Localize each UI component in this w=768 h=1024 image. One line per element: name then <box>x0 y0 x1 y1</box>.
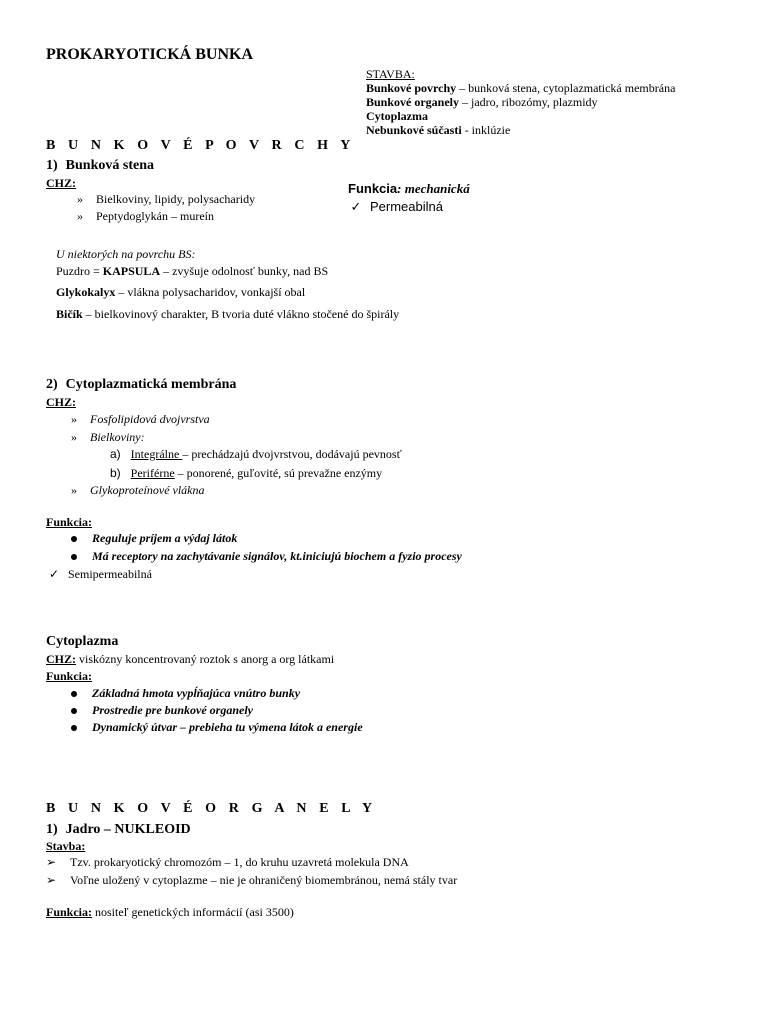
section-heading-povrchy: B U N K O V É P O V R C H Y <box>46 138 355 153</box>
cytoplazma-chz: CHZ: viskózny koncentrovaný roztok s anorg a org látkami <box>46 652 335 666</box>
glykokalyx-line: Glykokalyx – vlákna polysacharidov, vonkajší obal <box>56 285 306 299</box>
list-item: » Fosfolipidová dvojvrstva <box>66 412 210 426</box>
checkmark-icon: ✓ <box>350 199 362 214</box>
list-item: Reguluje príjem a výdaj látok <box>66 531 237 545</box>
check-item-permeabilna: ✓ Permeabilná <box>348 199 443 215</box>
list-item: ➢ Tzv. prokaryotický chromozóm – 1, do kruhu uzavretá molekula DNA <box>46 855 409 869</box>
double-chevron-icon: » <box>71 412 77 426</box>
sub-item-a: a) Integrálne – prechádzajú dvojvrstvou, dodávajú pevnosť <box>110 447 402 461</box>
check-item-semipermeabilna: ✓ Semipermeabilná <box>46 567 152 581</box>
bullet-icon <box>71 536 77 542</box>
list-item: Dynamický útvar – prebieha tu výmena látok a energie <box>66 720 363 734</box>
list-item: Základná hmota vypĺňajúca vnútro bunky <box>66 686 300 700</box>
bullet-icon <box>71 554 77 560</box>
bicik-line: Bičík – bielkovinový charakter, B tvoria duté vlákno stočené do špirály <box>56 307 400 321</box>
double-chevron-icon: » <box>71 430 77 444</box>
list-item: Prostredie pre bunkové organely <box>66 703 253 717</box>
list-item: » Glykoproteínové vlákna <box>66 483 205 497</box>
niektorych-note: U niektorých na povrchu BS: <box>56 247 196 261</box>
bullet-icon <box>71 708 77 714</box>
subheading-cytoplazmaticka-membrana: 2) Cytoplazmatická membrána <box>46 377 237 392</box>
list-item: ➢ Voľne uložený v cytoplazme – nie je ohraničený biomembránou, nemá stály tvar <box>46 873 458 887</box>
list-item: » Bielkoviny: <box>66 430 145 444</box>
chz-label: CHZ: <box>46 395 76 409</box>
stavba-line-1: Bunkové povrchy – bunková stena, cytoplazmatická membrána <box>366 81 676 95</box>
stavba-heading: STAVBA: <box>366 67 415 81</box>
stavba-line-3: Cytoplazma <box>366 109 428 123</box>
double-chevron-icon: » <box>77 192 83 206</box>
subheading-bunkova-stena: 1) Bunková stena <box>46 158 154 173</box>
jadro-funkcia: Funkcia: nositeľ genetických informácií (asi 3500) <box>46 905 294 919</box>
arrow-bullet-icon: ➢ <box>46 855 57 869</box>
heading-cytoplazma: Cytoplazma <box>46 634 119 649</box>
double-chevron-icon: » <box>71 483 77 497</box>
list-item: » Peptydoglykán – mureín <box>72 209 214 223</box>
double-chevron-icon: » <box>77 209 83 223</box>
chz-label: CHZ: <box>46 176 76 190</box>
funkcia-label: Funkcia: <box>46 515 93 529</box>
subheading-jadro: 1) Jadro – NUKLEOID <box>46 822 191 837</box>
section-heading-organely: B U N K O V É O R G A N E L Y <box>46 801 377 816</box>
funkcia-mechanicka: Funkcia: mechanická <box>348 181 470 196</box>
sub-item-b: b) Periférne – ponorené, guľovité, sú prevažne enzýmy <box>110 466 383 480</box>
arrow-bullet-icon: ➢ <box>46 873 57 887</box>
list-item: Má receptory na zachytávanie signálov, kt.iniciujú biochem a fyzio procesy <box>66 549 462 563</box>
list-item: » Bielkoviny, lipidy, polysacharidy <box>72 192 255 206</box>
page-title: PROKARYOTICKÁ BUNKA <box>46 46 253 63</box>
funkcia-label: Funkcia: <box>46 669 93 683</box>
checkmark-icon: ✓ <box>48 567 60 581</box>
puzdro-line: Puzdro = KAPSULA – zvyšuje odolnosť bunky, nad BS <box>56 264 329 278</box>
stavba-line-2: Bunkové organely – jadro, ribozómy, plazmidy <box>366 95 598 109</box>
bullet-icon <box>71 691 77 697</box>
bullet-icon <box>71 725 77 731</box>
stavba-line-4: Nebunkové súčasti - inklúzie <box>366 123 511 137</box>
stavba-label: Stavba: <box>46 839 86 853</box>
